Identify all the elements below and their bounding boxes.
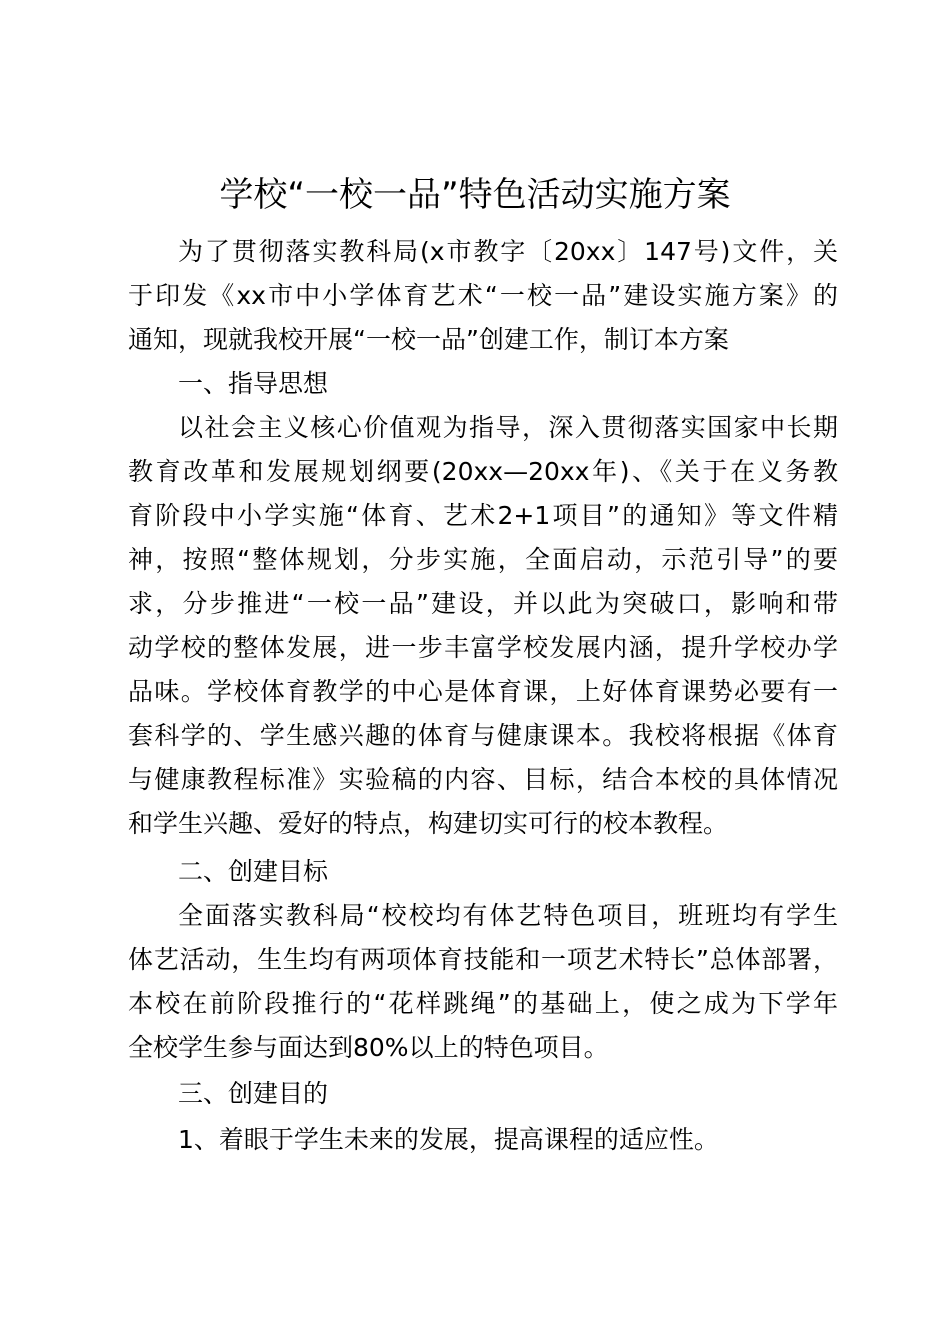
paragraph-line: 育阶段中小学实施“体育、艺术2+1项目”的通知》等文件精 [128, 501, 838, 530]
paragraph-line: 体艺活动，生生均有两项体育技能和一项艺术特长”总体部署， [128, 945, 838, 974]
paragraph-line: 以社会主义核心价值观为指导，深入贯彻落实国家中长期 [178, 413, 838, 442]
paragraph-line: 动学校的整体发展，进一步丰富学校发展内涵，提升学校办学 [128, 633, 838, 662]
document-title: 学校“一校一品”特色活动实施方案 [219, 175, 731, 215]
section-heading: 二、创建目标 [178, 857, 329, 886]
paragraph-line: 求，分步推进“一校一品”建设，并以此为突破口，影响和带 [128, 589, 838, 618]
intro-line: 为了贯彻落实教科局(x市教字〔20xx〕147号)文件，关 [178, 237, 838, 266]
intro-line: 通知，现就我校开展“一校一品”创建工作，制订本方案 [128, 325, 729, 354]
paragraph-line: 套科学的、学生感兴趣的体育与健康课本。我校将根据《体育 [128, 721, 838, 750]
section-heading: 一、指导思想 [178, 369, 329, 398]
paragraph-line: 全面落实教科局“校校均有体艺特色项目，班班均有学生 [178, 901, 838, 930]
paragraph-line: 本校在前阶段推行的“花样跳绳”的基础上，使之成为下学年 [128, 989, 838, 1018]
paragraph-line: 神，按照“整体规划，分步实施，全面启动，示范引导”的要 [128, 545, 838, 574]
section-heading: 三、创建目的 [178, 1079, 329, 1108]
paragraph-line: 和学生兴趣、爱好的特点，构建切实可行的校本教程。 [128, 809, 729, 838]
intro-line: 于印发《xx市中小学体育艺术“一校一品”建设实施方案》的 [128, 281, 838, 310]
paragraph-line: 品味。学校体育教学的中心是体育课，上好体育课势必要有一 [128, 677, 838, 706]
paragraph-line: 与健康教程标准》实验稿的内容、目标，结合本校的具体情况 [128, 765, 838, 794]
paragraph-line: 1、着眼于学生未来的发展，提高课程的适应性。 [178, 1125, 719, 1154]
paragraph-line: 教育改革和发展规划纲要(20xx—20xx年)、《关于在义务教 [128, 457, 838, 486]
paragraph-line: 全校学生参与面达到80%以上的特色项目。 [128, 1033, 609, 1062]
